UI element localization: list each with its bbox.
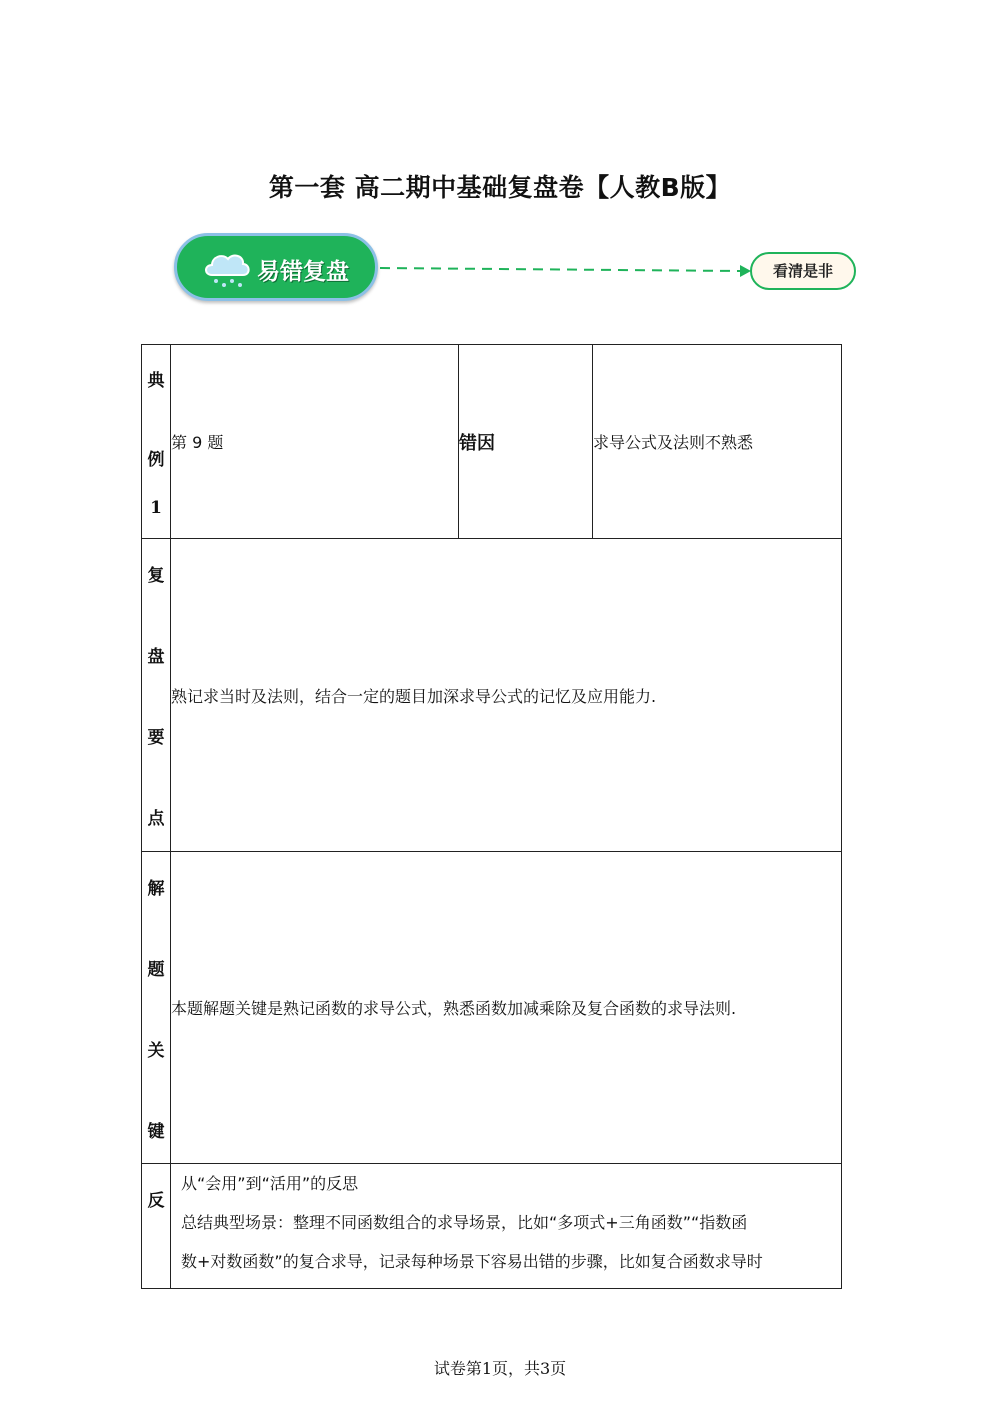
side-char: 题 xyxy=(147,959,165,980)
side-char: 关 xyxy=(147,1040,165,1061)
side-char: 要 xyxy=(147,728,165,748)
table-row xyxy=(142,1164,842,1289)
review-points-content: 熟记求当时及法则，结合一定的题目加深求导公式的记忆及应用能力. xyxy=(171,539,842,852)
rain-cloud-icon xyxy=(202,249,252,295)
dashed-arrow xyxy=(378,259,752,283)
reflection-line: 数+对数函数”的复合求导，记录每种场景下容易出错的步骤，比如复合函数求导时 xyxy=(181,1252,763,1271)
table-row xyxy=(142,852,842,1164)
side-char: 反 xyxy=(147,1191,165,1211)
banner-label: 易错复盘 xyxy=(257,259,349,285)
row-label-solving-key xyxy=(142,852,171,1164)
side-char: 1 xyxy=(150,497,162,518)
error-reason-label: 错因 xyxy=(459,345,593,539)
side-char: 例 xyxy=(147,449,165,470)
row-label-review-points xyxy=(142,539,171,852)
document-title: 第一套 高二期中基础复盘卷【人教B版】 xyxy=(268,173,732,202)
error-review-banner xyxy=(174,233,378,301)
page-footer: 试卷第1页，共3页 xyxy=(433,1359,567,1378)
error-reason-value: 求导公式及法则不熟悉 xyxy=(593,345,842,539)
reflection-line: 总结典型场景：整理不同函数组合的求导场景，比如“多项式+三角函数”“指数函 xyxy=(181,1213,748,1232)
row-label-reflection xyxy=(142,1164,171,1289)
side-char: 解 xyxy=(147,878,165,899)
reflection-content xyxy=(171,1164,842,1289)
table-row xyxy=(142,539,842,852)
row-label-example xyxy=(142,345,171,539)
side-char: 点 xyxy=(147,809,165,829)
question-number: 第 9 题 xyxy=(171,345,459,539)
review-table xyxy=(141,344,842,1289)
side-char: 典 xyxy=(147,370,165,391)
reflection-line: 从“会用”到“活用”的反思 xyxy=(181,1174,359,1193)
side-char: 复 xyxy=(147,566,165,586)
side-char: 键 xyxy=(147,1121,165,1142)
table-row xyxy=(142,345,842,539)
solving-key-content: 本题解题关键是熟记函数的求导公式，熟悉函数加减乘除及复合函数的求导法则. xyxy=(171,852,842,1164)
side-char: 盘 xyxy=(147,647,165,667)
badge-see-right-wrong: 看清是非 xyxy=(750,252,856,290)
